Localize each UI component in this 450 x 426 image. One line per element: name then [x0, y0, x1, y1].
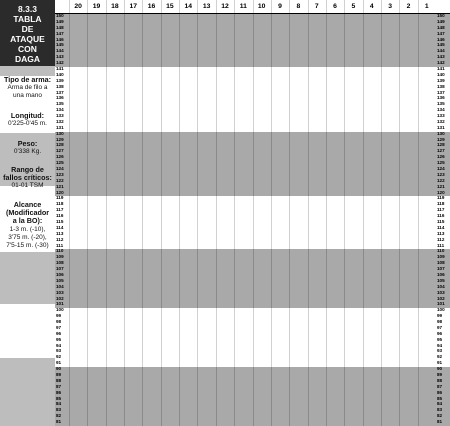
row-label: 137 — [56, 90, 64, 95]
row-label: 149 — [56, 19, 64, 24]
row-label-right: 139 — [437, 78, 445, 83]
row-label: 111 — [56, 243, 64, 248]
row-label-right: 113 — [437, 231, 445, 236]
row-label: 108 — [56, 261, 64, 266]
column-divider — [216, 0, 217, 426]
table-code: 8.3.3 — [18, 4, 37, 14]
row-label-right: 99 — [437, 314, 443, 319]
row-label-right: 96 — [437, 331, 443, 336]
row-label-right: 103 — [437, 290, 445, 295]
row-label: 128 — [56, 143, 64, 148]
row-label-right: 104 — [437, 284, 445, 289]
row-label-right: 114 — [437, 225, 445, 230]
row-label-right: 89 — [437, 373, 443, 378]
column-header: 19 — [92, 3, 101, 10]
row-label: 118 — [56, 202, 64, 207]
row-label-right: 141 — [437, 66, 445, 71]
row-label: 124 — [56, 167, 64, 172]
row-label: 127 — [56, 149, 64, 154]
row-label-right: 110 — [437, 249, 445, 254]
column-header: 10 — [257, 3, 266, 10]
row-label: 116 — [56, 214, 64, 219]
column-divider — [399, 0, 400, 426]
row-label-right: 93 — [437, 349, 443, 354]
row-label-right: 102 — [437, 296, 445, 301]
row-label-right: 90 — [437, 367, 443, 372]
row-label: 133 — [56, 114, 64, 119]
column-divider — [161, 0, 162, 426]
row-label: 129 — [56, 137, 64, 142]
row-label-right: 124 — [437, 167, 445, 172]
row-label-right: 146 — [437, 37, 445, 42]
panel-shade-bottom — [0, 358, 55, 426]
column-divider — [271, 0, 272, 426]
row-label-right: 81 — [437, 420, 443, 425]
row-label-right: 140 — [437, 72, 445, 77]
column-header: 15 — [166, 3, 174, 10]
row-label: 93 — [56, 349, 62, 354]
row-label: 131 — [56, 125, 64, 130]
row-label-right: 150 — [437, 14, 445, 18]
row-label: 119 — [56, 196, 64, 201]
row-label-right: 106 — [437, 272, 445, 277]
column-divider — [179, 0, 180, 426]
row-label-right: 97 — [437, 325, 443, 330]
row-label: 144 — [56, 49, 64, 54]
row-label-right: 94 — [437, 343, 443, 348]
row-label-right: 101 — [437, 302, 445, 307]
row-label-right: 127 — [437, 149, 445, 154]
row-label-right: 115 — [437, 220, 445, 224]
column-divider — [234, 0, 235, 426]
row-label: 141 — [56, 66, 64, 71]
row-label: 99 — [56, 314, 62, 319]
row-label-right: 121 — [437, 184, 445, 189]
row-label-right: 148 — [437, 25, 445, 30]
column-divider — [289, 0, 290, 426]
row-label-right: 117 — [437, 208, 445, 213]
row-label-right: 108 — [437, 261, 445, 266]
row-label: 109 — [56, 255, 64, 260]
row-label-right: 135 — [437, 102, 445, 107]
row-label-right: 105 — [437, 278, 445, 283]
row-label: 95 — [56, 337, 62, 342]
row-label: 103 — [56, 290, 64, 295]
row-label: 113 — [56, 231, 64, 236]
row-label: 107 — [56, 267, 64, 272]
column-divider — [142, 0, 143, 426]
row-label: 104 — [56, 284, 64, 289]
weapon-info-panel — [0, 0, 55, 426]
row-label: 94 — [56, 343, 62, 348]
column-divider — [69, 0, 70, 426]
column-header: 3 — [388, 3, 392, 10]
row-label-right: 133 — [437, 114, 445, 119]
row-label: 150 — [56, 14, 64, 18]
column-header: 12 — [221, 3, 229, 10]
column-divider — [326, 0, 327, 426]
row-label: 110 — [56, 249, 64, 254]
row-label-right: 142 — [437, 61, 445, 66]
row-label-right: 82 — [437, 414, 443, 419]
fumble-range: Rango de fallos críticos: 01-01 TSM — [3, 165, 52, 190]
row-label-right: 118 — [437, 202, 445, 207]
column-header: 4 — [369, 3, 374, 10]
row-label: 105 — [56, 278, 64, 283]
row-label-right: 112 — [437, 237, 445, 242]
weapon-length: Longitud: 0'225-0'45 m. — [8, 111, 47, 128]
row-label: 82 — [56, 414, 62, 419]
row-label: 81 — [56, 420, 62, 425]
column-divider — [344, 0, 345, 426]
column-header: 8 — [296, 3, 301, 10]
row-label: 120 — [56, 190, 64, 195]
row-label: 102 — [56, 296, 64, 301]
row-label-right: 132 — [437, 119, 445, 124]
row-label: 115 — [56, 220, 64, 224]
row-label-right: 109 — [437, 255, 445, 260]
row-label: 91 — [56, 361, 62, 366]
column-header: 6 — [333, 3, 337, 10]
row-label: 135 — [56, 102, 64, 107]
column-header: 14 — [184, 3, 193, 10]
table-title: 8.3.3 TABLA DE ATAQUE CON DAGA — [0, 0, 55, 66]
column-divider — [363, 0, 364, 426]
row-label: 132 — [56, 119, 64, 124]
column-divider — [124, 0, 125, 426]
column-divider — [381, 0, 382, 426]
column-divider — [197, 0, 198, 426]
column-header: 17 — [129, 3, 137, 10]
row-label: 101 — [56, 302, 64, 307]
row-label-right: 144 — [437, 49, 445, 54]
row-label: 140 — [56, 72, 64, 77]
row-label-right: 83 — [437, 408, 443, 413]
row-label: 138 — [56, 84, 64, 89]
row-label: 87 — [56, 384, 62, 389]
row-label: 121 — [56, 184, 64, 189]
row-label-right: 85 — [437, 396, 443, 401]
row-label: 100 — [56, 308, 64, 313]
column-divider — [418, 0, 419, 426]
row-label-right: 91 — [437, 361, 443, 366]
attack-table — [55, 0, 450, 426]
row-label-right: 138 — [437, 84, 445, 89]
row-label: 122 — [56, 178, 64, 183]
row-label-right: 84 — [437, 402, 443, 407]
row-label: 86 — [56, 390, 62, 395]
column-header: 16 — [147, 3, 156, 10]
weapon-weight: Peso: 0'338 Kg. — [13, 139, 42, 156]
row-label-right: 145 — [437, 43, 445, 48]
row-label-right: 123 — [437, 172, 445, 177]
weapon-range: Alcance (Modificador a la BO): 1-3 m. (-10), 3'75 m. (-20), 7'5-15 m. (-30) — [5, 200, 50, 250]
row-label: 112 — [56, 237, 64, 242]
row-label-right: 128 — [437, 143, 445, 148]
row-label-right: 149 — [437, 19, 445, 24]
row-label: 84 — [56, 402, 62, 407]
row-label-right: 147 — [437, 31, 445, 36]
row-label: 117 — [56, 208, 64, 213]
panel-shade-middle-2 — [0, 252, 55, 304]
row-label-right: 116 — [437, 214, 445, 219]
row-label: 142 — [56, 61, 64, 66]
column-divider — [253, 0, 254, 426]
row-label-right: 134 — [437, 108, 445, 113]
row-label: 143 — [56, 55, 64, 60]
column-header: 1 — [424, 3, 429, 10]
column-header: 5 — [351, 3, 356, 10]
row-label-right: 119 — [437, 196, 445, 201]
column-header: 13 — [202, 3, 211, 10]
row-label: 96 — [56, 331, 62, 336]
column-header: 18 — [111, 3, 119, 10]
column-header: 7 — [314, 3, 319, 10]
row-label-right: 120 — [437, 190, 445, 195]
row-label: 134 — [56, 108, 64, 113]
row-label: 147 — [56, 31, 64, 36]
row-label-right: 98 — [437, 320, 443, 325]
row-label-right: 100 — [437, 308, 445, 313]
row-label-right: 136 — [437, 96, 445, 101]
row-label: 148 — [56, 25, 64, 30]
row-label-right: 111 — [437, 243, 445, 248]
row-label-right: 95 — [437, 337, 443, 342]
row-label-right: 126 — [437, 155, 445, 160]
row-label: 85 — [56, 396, 62, 401]
row-label: 92 — [56, 355, 62, 360]
row-label: 139 — [56, 78, 64, 83]
row-label: 90 — [56, 367, 62, 372]
row-label: 136 — [56, 96, 64, 101]
row-label: 97 — [56, 325, 62, 330]
row-label: 126 — [56, 155, 64, 160]
row-label-right: 130 — [437, 131, 445, 136]
row-label-right: 137 — [437, 90, 445, 95]
row-label-right: 129 — [437, 137, 445, 142]
row-label: 125 — [56, 161, 64, 166]
column-header: 2 — [406, 3, 411, 10]
row-label: 114 — [56, 225, 64, 230]
row-label: 98 — [56, 320, 62, 325]
row-label-right: 122 — [437, 178, 445, 183]
row-label: 89 — [56, 373, 62, 378]
row-label-right: 107 — [437, 267, 445, 272]
column-header: 9 — [278, 3, 282, 10]
row-label-right: 86 — [437, 390, 443, 395]
weapon-type: Tipo de arma: Arma de filo a una mano — [4, 75, 51, 100]
column-header: 20 — [74, 3, 82, 10]
row-label-right: 143 — [437, 55, 445, 60]
row-label-right: 131 — [437, 125, 445, 130]
row-label: 123 — [56, 172, 64, 177]
column-divider — [106, 0, 107, 426]
row-label: 146 — [56, 37, 64, 42]
row-label-right: 92 — [437, 355, 443, 360]
column-header: 11 — [239, 3, 247, 10]
row-label: 106 — [56, 272, 64, 277]
row-label: 130 — [56, 131, 64, 136]
row-label-right: 87 — [437, 384, 443, 389]
row-label-right: 125 — [437, 161, 445, 166]
column-divider — [87, 0, 88, 426]
column-divider — [308, 0, 309, 426]
row-label: 145 — [56, 43, 64, 48]
row-label-right: 88 — [437, 378, 443, 383]
row-label: 88 — [56, 378, 62, 383]
row-label: 83 — [56, 408, 62, 413]
